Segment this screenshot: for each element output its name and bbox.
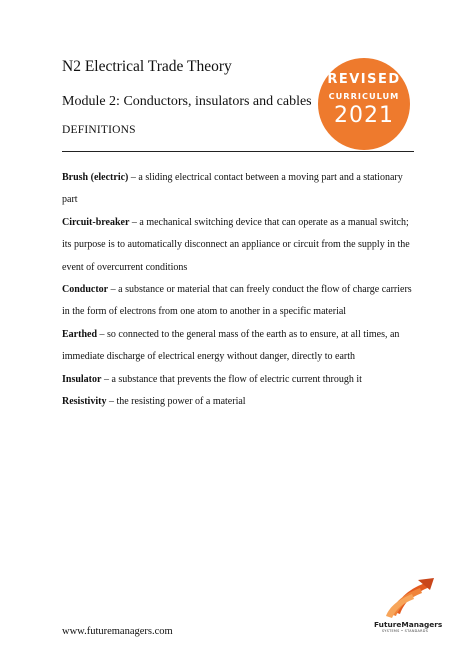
definition-term: Conductor [62, 284, 109, 296]
heading-divider [62, 151, 414, 152]
definition-text: – a sliding electrical contact between a moving part and a stationary part [62, 172, 403, 206]
definition-item [62, 212, 418, 279]
module-heading: Module 2: Conductors, insulators and cables [62, 94, 312, 109]
futuremanagers-logo-icon [374, 574, 436, 620]
definition-term: Insulator [62, 373, 102, 385]
definition-item [62, 167, 418, 212]
definition-term: Earthed [62, 328, 97, 340]
definition-text: – so connected to the general mass of the earth as to ensure, at all times, an immediate discharge of electrical energy without danger, directly to earth [62, 328, 400, 363]
badge-line-year: 2021 [334, 103, 394, 128]
logo-tagline: SYSTEMS • STANDARDS [381, 629, 429, 633]
definition-item [62, 369, 418, 391]
futuremanagers-logo [374, 574, 443, 633]
revised-curriculum-badge [318, 58, 410, 150]
definition-item [62, 391, 418, 413]
definition-text: – a substance or material that can freely conduct the flow of charge carriers in the form of electrons from one atom to another in a specific material [62, 284, 412, 318]
definition-item [62, 279, 418, 324]
definitions-list [62, 167, 418, 413]
footer-website-link[interactable]: www.futuremanagers.com [62, 626, 173, 637]
definition-text: – a mechanical switching device that can operate as a manual switch; its purpose is to automatically disconnect an appliance or circuit from the supply in the event of overcurrent conditions [62, 216, 410, 273]
definition-term: Brush (electric) [62, 172, 129, 183]
badge-line-revised: REVISED [327, 72, 401, 87]
definition-text: – a substance that prevents the flow of electric current through it [101, 373, 362, 385]
badge-line-curriculum: CURRICULUM [328, 91, 400, 101]
definitions-heading: DEFINITIONS [62, 124, 136, 136]
definition-term: Circuit-breaker [62, 216, 130, 228]
definition-item [62, 324, 418, 369]
definition-text: – the resisting power of a material [106, 396, 246, 408]
logo-wordmark: FutureManagers [374, 620, 443, 629]
document-title: N2 Electrical Trade Theory [62, 58, 232, 75]
definition-term: Resistivity [62, 396, 107, 408]
